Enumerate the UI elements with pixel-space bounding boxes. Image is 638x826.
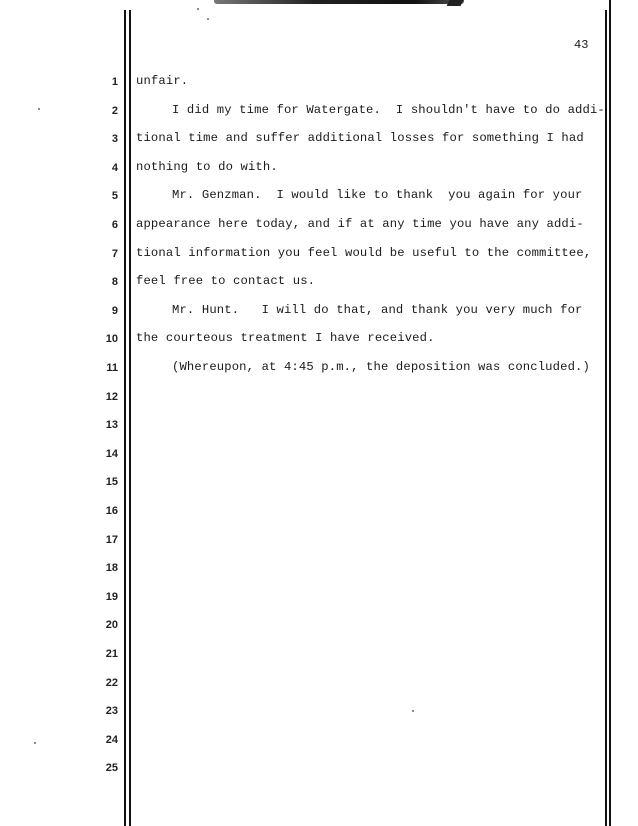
transcript-line: unfair. — [136, 74, 189, 88]
transcript-line: nothing to do with. — [136, 159, 278, 174]
transcript-line: tional time and suffer additional losses for something I had — [136, 131, 584, 146]
line-number: 24 — [105, 733, 118, 746]
transcript-line: Mr. Genzman. I would like to thank you again for your — [172, 188, 583, 203]
line-number: 19 — [105, 590, 118, 603]
transcript-line: the courteous treatment I have received. — [136, 331, 435, 346]
transcript-line: tional information you feel would be useful to the committee, — [136, 245, 592, 260]
scan-artifact — [447, 0, 464, 6]
line-number: 8 — [111, 276, 118, 289]
line-number: 11 — [106, 362, 118, 374]
left-margin-rule-inner — [129, 10, 131, 826]
line-number: 20 — [105, 619, 118, 632]
line-number: 2 — [111, 104, 118, 117]
right-margin-rule — [609, 0, 611, 826]
line-number: 25 — [105, 762, 118, 775]
line-number: 23 — [105, 705, 118, 718]
left-margin-rule — [124, 10, 126, 826]
line-number: 21 — [105, 648, 118, 660]
line-number: 6 — [111, 219, 118, 231]
line-number: 7 — [111, 247, 118, 260]
transcript-line: (Whereupon, at 4:45 p.m., the deposition was concluded.) — [172, 360, 590, 374]
line-number: 14 — [105, 447, 118, 460]
line-number: 1 — [111, 76, 118, 88]
line-number: 16 — [105, 505, 118, 517]
transcript-line: I did my time for Watergate. I shouldn't have to do addi- — [172, 102, 605, 117]
line-number: 10 — [105, 333, 118, 346]
line-number: 3 — [111, 133, 118, 146]
line-number: 12 — [105, 390, 118, 403]
line-number: 17 — [105, 533, 118, 546]
line-number: 5 — [111, 190, 118, 203]
scan-speck — [34, 742, 36, 744]
right-margin-rule-inner — [605, 10, 607, 826]
line-number: 4 — [111, 161, 118, 174]
scan-speck — [197, 8, 199, 10]
scan-speck — [38, 108, 40, 110]
line-number: 13 — [105, 419, 118, 432]
page-number: 43 — [574, 38, 589, 52]
scan-speck — [207, 18, 209, 20]
scan-speck — [412, 710, 414, 712]
line-number: 15 — [105, 476, 118, 489]
line-number: 22 — [105, 676, 118, 689]
scan-artifact — [214, 0, 464, 4]
transcript-line: appearance here today, and if at any time you have any addi- — [136, 217, 584, 231]
transcript-line: Mr. Hunt. I will do that, and thank you very much for — [172, 302, 583, 317]
line-number: 9 — [111, 304, 118, 317]
line-number: 18 — [105, 562, 118, 575]
transcript-line: feel free to contact us. — [136, 274, 316, 289]
